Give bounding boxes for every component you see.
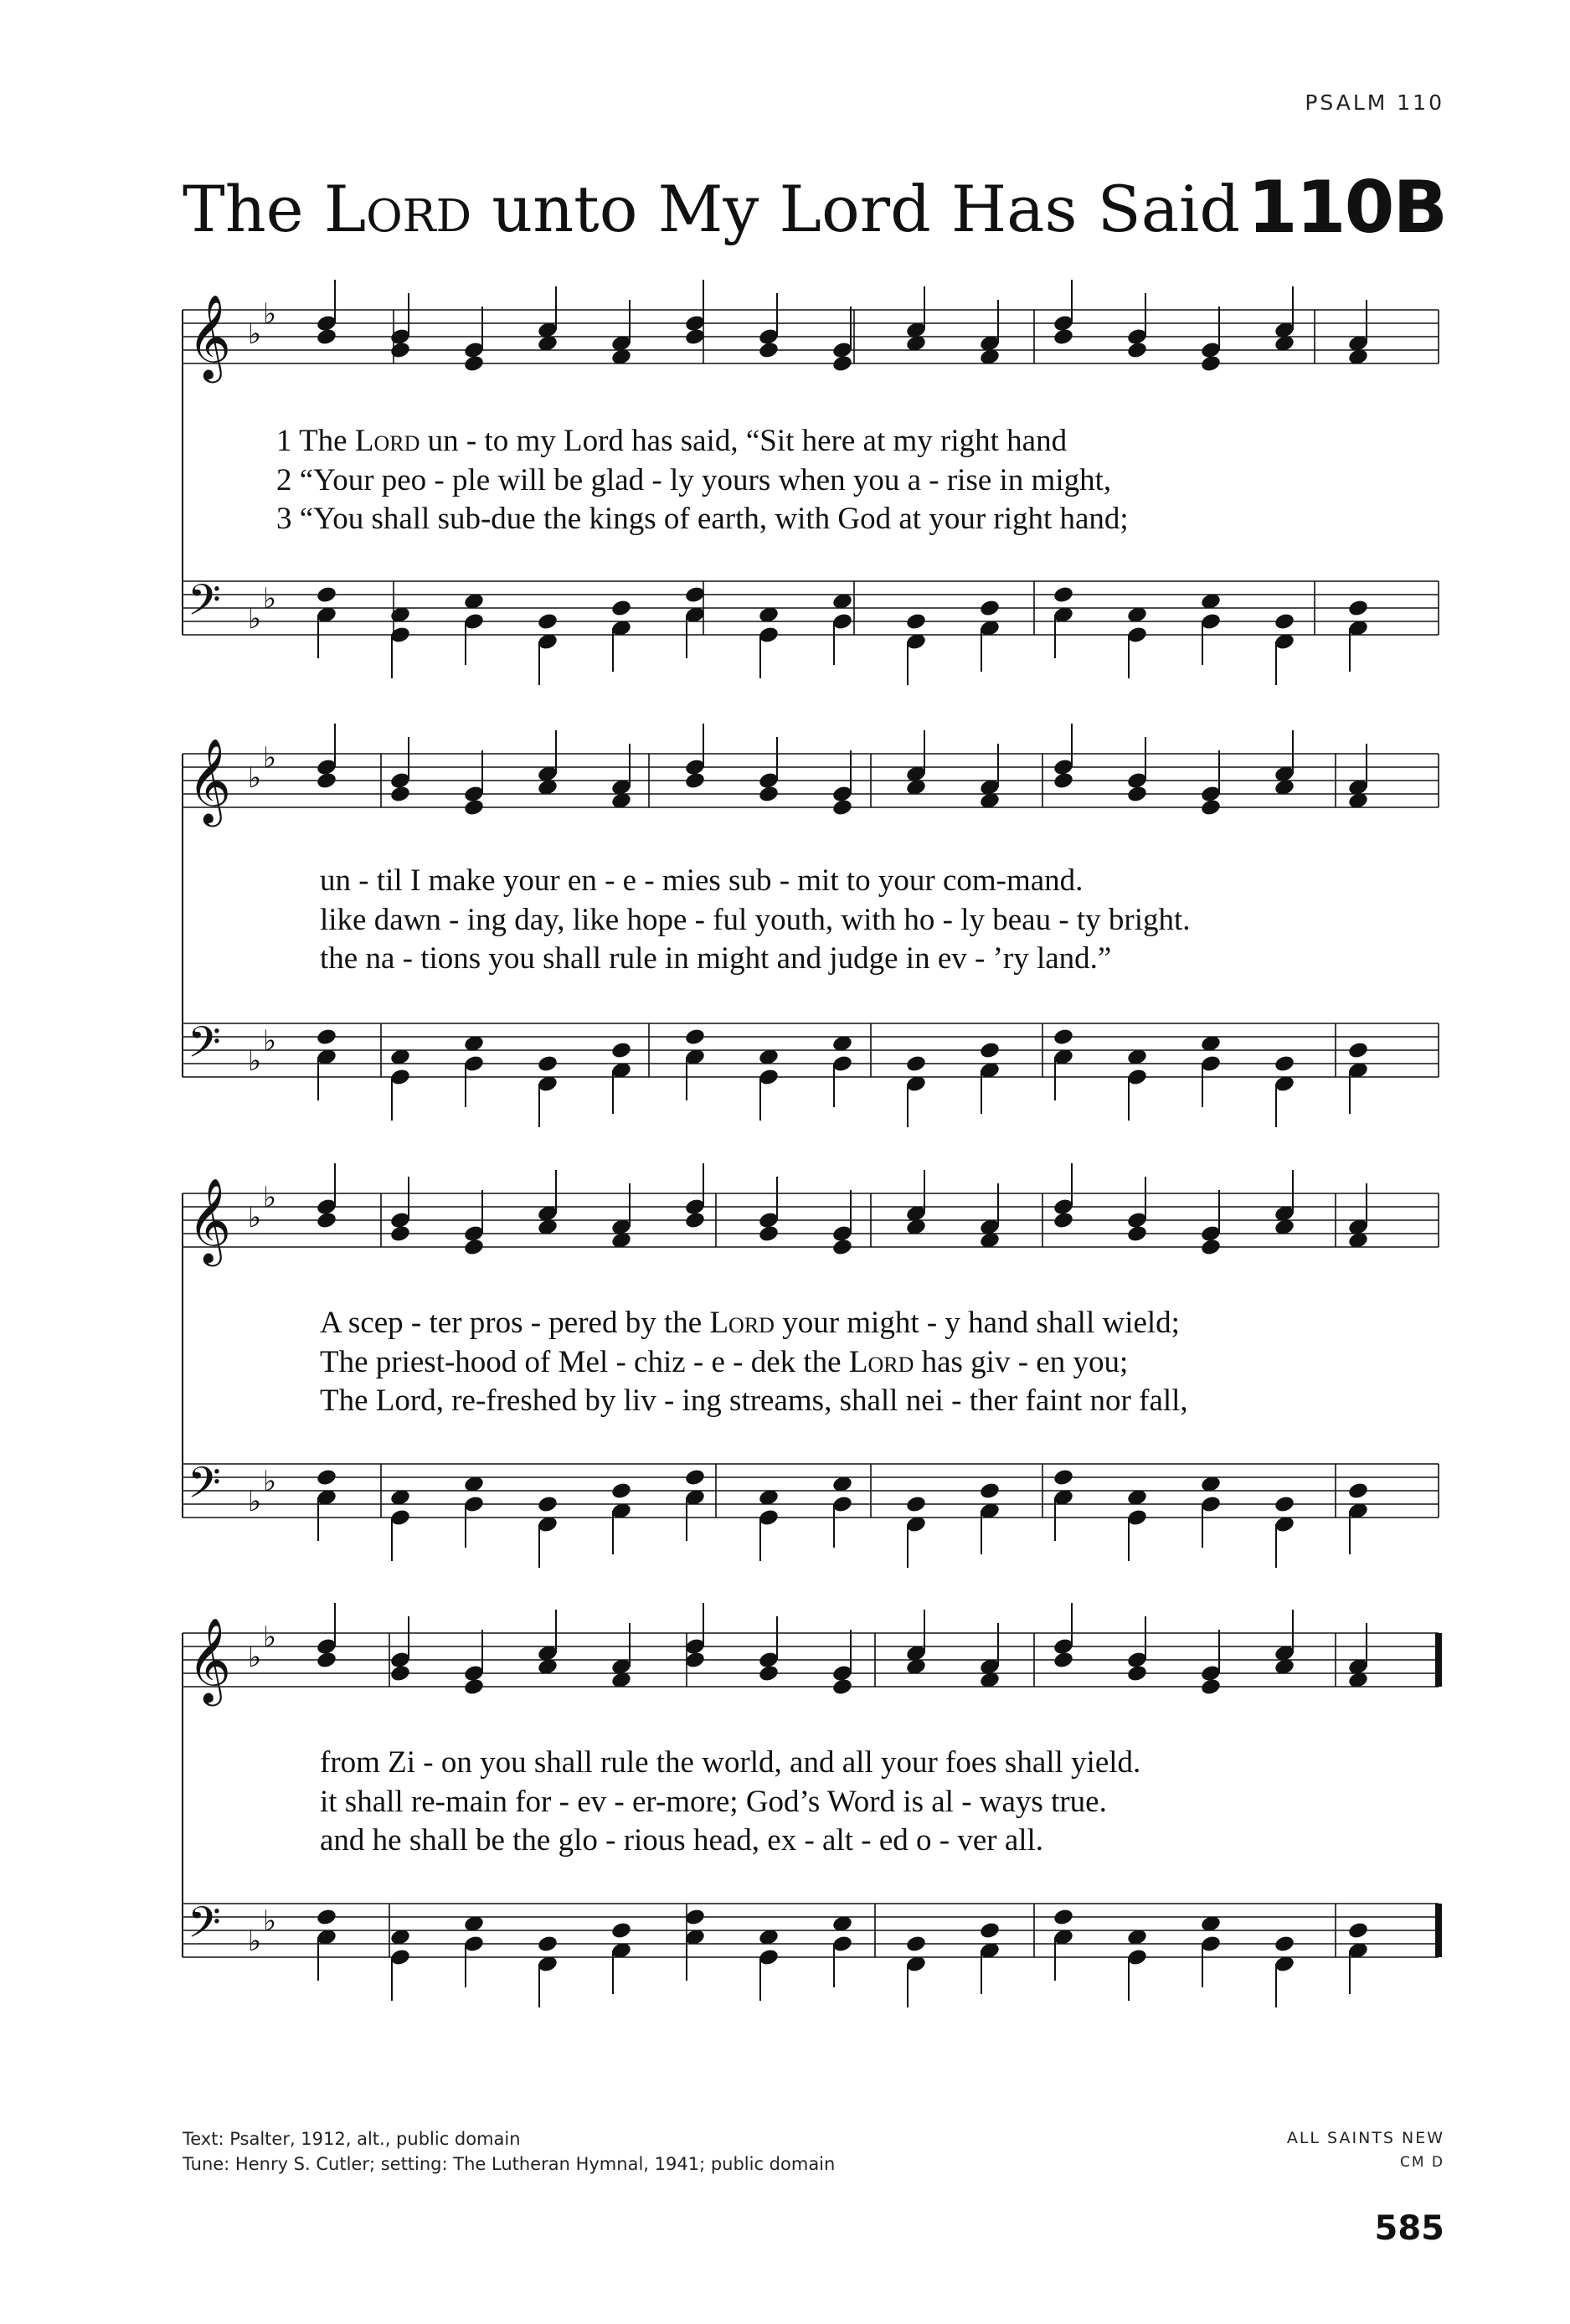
verse-2-line-4: it shall re-main for - ev - er-more; God’s Word is al - ways true. [320,1785,1107,1819]
note-head [537,612,559,631]
note-head [610,1921,632,1940]
note-head [831,1238,853,1257]
note-head [389,341,411,360]
flat-icon: ♭ [263,741,277,775]
bass-clef-icon: 𝄢 [188,575,221,636]
note-head [537,1054,559,1074]
page-number: 585 [1374,2209,1444,2248]
note-head [1347,599,1369,618]
hymn-number: 110B [1247,166,1446,250]
note-head [758,1224,780,1244]
flat-icon: ♭ [263,1904,277,1938]
note-head [1200,1238,1222,1257]
note-head [1200,798,1222,817]
note-head [1053,771,1074,791]
note-head [463,798,485,817]
verse-2-line-1: 2 “Your peo - ple will be glad - ly yours when you a - rise in might, [276,463,1112,497]
note-head [610,1481,632,1501]
verse-3-line-1: 3 “You shall sub-due the kings of earth, with God at your right hand; [276,502,1129,536]
verse-2-line-3: The priest-hood of Mel - chiz - e - dek the Lord has giv - en you; [320,1345,1129,1379]
note-head [1053,1211,1074,1230]
flat-icon: ♭ [263,1024,277,1058]
flat-icon: ♭ [248,1641,262,1674]
verse-1-line-2: un - til I make your en - e - mies sub - mit to your com-mand. [320,863,1084,898]
tune-name: ALL SAINTS NEW [1286,2129,1444,2147]
note-head [905,1495,927,1514]
note-head [316,585,337,605]
note-head [316,1211,337,1230]
note-head [1347,1481,1369,1501]
note-head [1126,785,1148,804]
treble-clef-icon: 𝄞 [188,1177,232,1263]
bass-clef-icon: 𝄢 [188,1017,221,1078]
flat-icon: ♭ [263,1181,277,1214]
note-head [1274,1495,1295,1514]
note-head [758,1664,780,1683]
note-head [1347,1041,1369,1060]
note-head [905,1935,927,1954]
note-head [831,354,853,374]
note-head [979,599,1001,618]
note-head [537,1495,559,1514]
note-head [1053,585,1074,605]
note-head [389,785,411,804]
bass-clef-icon: 𝄢 [188,1897,221,1958]
note-head [463,1238,485,1257]
note-head [758,785,780,804]
note-head [1274,1935,1295,1954]
note-head [610,599,632,618]
note-head [831,798,853,817]
note-head [979,1481,1001,1501]
note-head [1053,1908,1074,1927]
flat-icon: ♭ [248,761,262,795]
note-head [979,1921,1001,1940]
flat-icon: ♭ [248,317,262,351]
note-head [1053,327,1074,347]
note-head [1347,1921,1369,1940]
treble-clef-icon: 𝄞 [188,1616,232,1703]
note-head [1200,1677,1222,1697]
note-head [389,1224,411,1244]
note-head [1274,612,1295,631]
flat-icon: ♭ [263,297,277,331]
note-head [316,1908,337,1927]
flat-icon: ♭ [263,1465,277,1498]
text-credit: Text: Psalter, 1912, alt., public domain [183,2129,521,2149]
note-head [1053,1651,1074,1670]
note-head [1126,1224,1148,1244]
note-head [1274,1054,1295,1074]
note-head [684,1028,706,1047]
note-head [1053,1468,1074,1487]
verse-3-line-3: The Lord, re-freshed by liv - ing streams, shall nei - ther faint nor fall, [320,1384,1188,1418]
verse-1-line-4: from Zi - on you shall rule the world, and all your foes shall yield. [320,1745,1141,1780]
note-head [389,1664,411,1683]
flat-icon: ♭ [248,1485,262,1518]
flat-icon: ♭ [248,1201,262,1234]
note-head [316,1651,337,1670]
bass-clef-icon: 𝄢 [188,1457,221,1518]
note-head [684,327,706,347]
verse-3-line-4: and he shall be the glo - rious head, ex - alt - ed o - ver all. [320,1823,1044,1858]
note-head [684,771,706,791]
note-head [905,1054,927,1074]
note-head [684,1908,706,1927]
flat-icon: ♭ [248,1925,262,1958]
note-head [316,327,337,347]
flat-icon: ♭ [248,1044,262,1078]
treble-clef-icon: 𝄞 [188,293,232,379]
verse-1-line-1: 1 The Lord un - to my Lord has said, “Sit here at my right hand [276,424,1068,458]
note-head [684,1468,706,1487]
note-head [537,1935,559,1954]
tune-credit: Tune: Henry S. Cutler; setting: The Lutheran Hymnal, 1941; public domain [183,2154,836,2174]
note-head [463,354,485,374]
note-head [1053,1028,1074,1047]
note-head [979,1041,1001,1060]
note-head [684,585,706,605]
verse-2-line-2: like dawn - ing day, like hope - ful youth, with ho - ly beau - ty bright. [320,903,1191,937]
note-head [316,1468,337,1487]
note-head [684,1211,706,1230]
flat-icon: ♭ [263,582,277,616]
note-head [1126,341,1148,360]
note-head [831,1677,853,1697]
psalm-label: PSALM 110 [1305,90,1444,115]
note-head [610,1041,632,1060]
note-head [316,771,337,791]
note-head [1200,354,1222,374]
treble-clef-icon: 𝄞 [188,737,232,823]
flat-icon: ♭ [263,1621,277,1654]
note-head [316,1028,337,1047]
verse-3-line-2: the na - tions you shall rule in might and judge in ev - ’ry land.” [320,941,1112,976]
note-head [684,1651,706,1670]
flat-icon: ♭ [248,602,262,636]
hymn-title: The Lord unto My Lord Has Said [183,172,1240,246]
note-head [1126,1664,1148,1683]
verse-1-line-3: A scep - ter pros - pered by the Lord your might - y hand shall wield; [320,1306,1180,1340]
note-head [758,341,780,360]
note-head [905,612,927,631]
note-head [463,1677,485,1697]
meter: CM D [1399,2154,1444,2171]
